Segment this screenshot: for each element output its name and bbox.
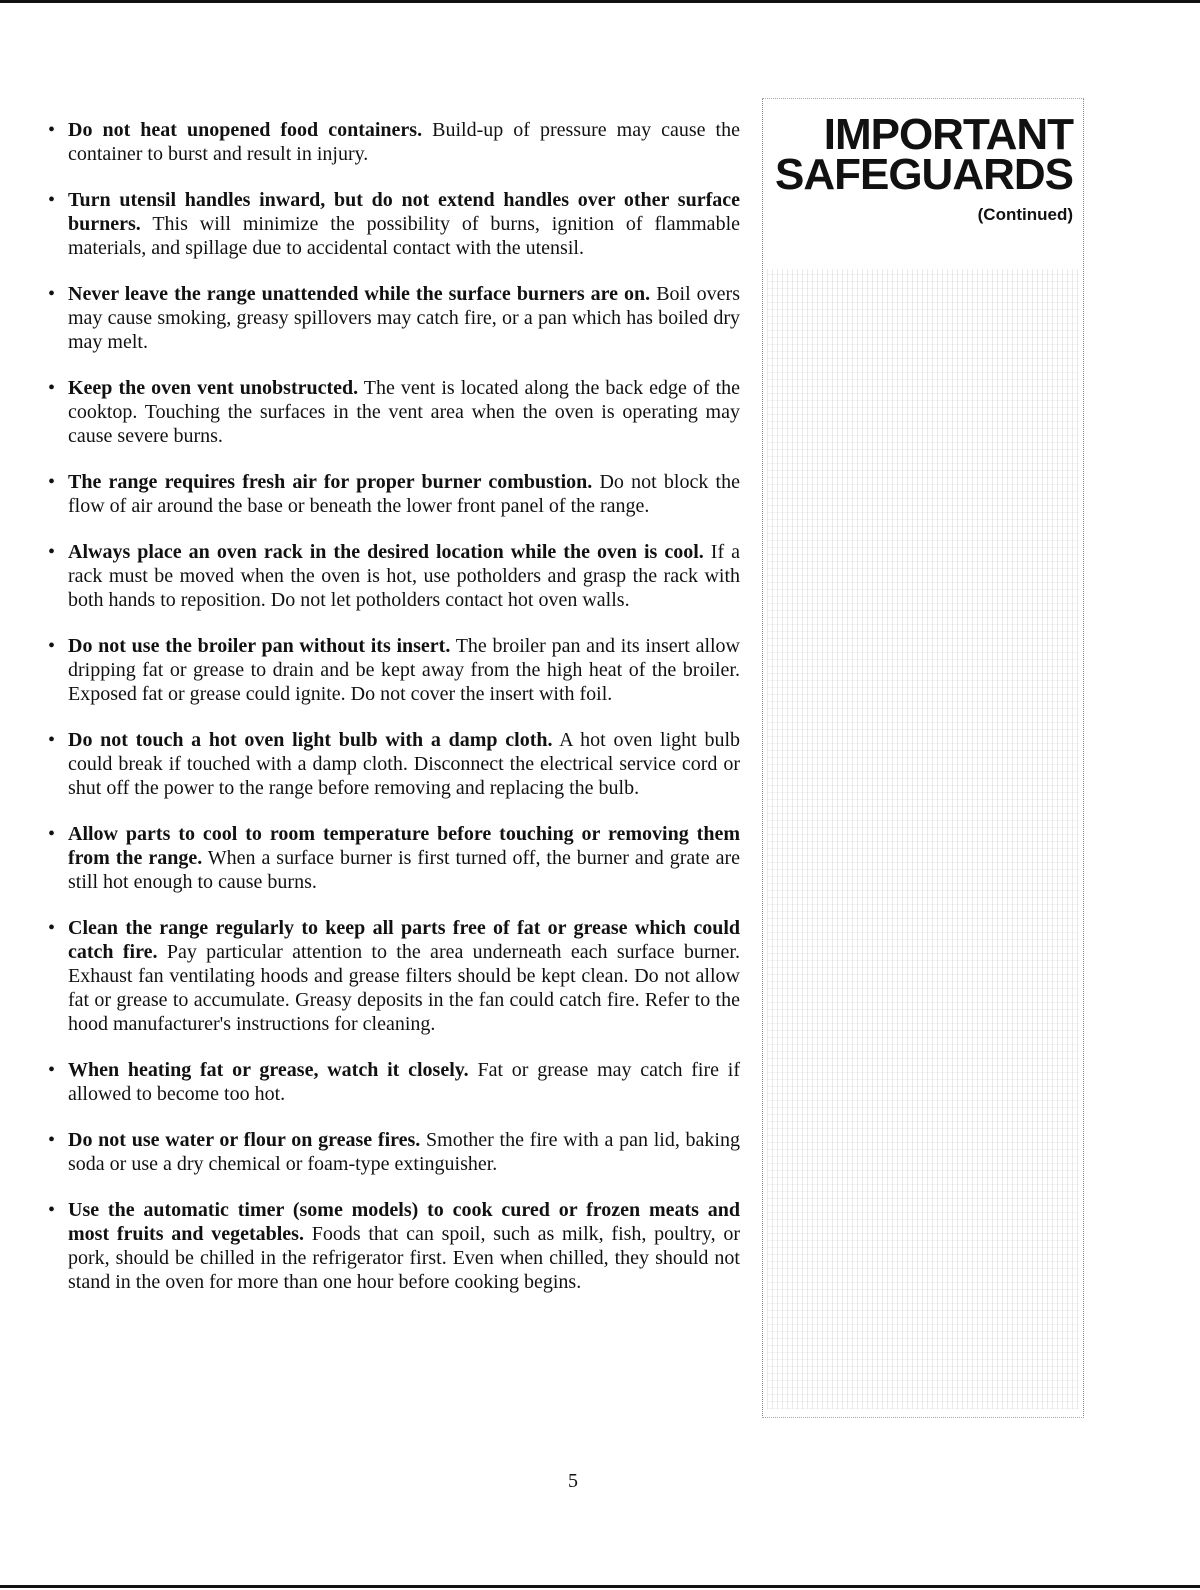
safeguard-heading: Do not touch a hot oven light bulb with a damp cloth. <box>68 729 553 751</box>
bullet-icon: • <box>48 917 56 939</box>
bullet-icon: • <box>48 471 56 493</box>
safeguard-item-heating-fat <box>44 1058 740 1106</box>
safeguard-heading: Always place an oven rack in the desired location while the oven is cool. <box>68 541 704 563</box>
safeguard-text: If a rack must be moved when the oven is hot, use potholders and grasp the rack with both hands to reposition. Do not let potholders contact hot oven walls. <box>68 541 741 611</box>
safeguard-item-utensil-handles <box>44 188 740 260</box>
safeguard-text: Smother the fire with a pan lid, baking soda or use a dry chemical or foam-type extinguisher. <box>68 1129 740 1175</box>
safeguard-heading: Turn utensil handles inward, but do not extend handles over other surface burners. <box>68 189 740 235</box>
safeguard-item-unattended-range <box>44 282 740 354</box>
safeguard-item-fresh-air <box>44 470 740 518</box>
safeguard-text: This will minimize the possibility of burns, ignition of flammable materials, and spillage due to accidental contact with the utensil. <box>68 213 740 259</box>
safeguard-text: When a surface burner is first turned off, the burner and grate are still hot enough to cause burns. <box>68 847 741 893</box>
sidebar-title-line-2: SAFEGUARDS <box>774 150 1073 199</box>
safeguard-item-grease-fires <box>44 1128 740 1176</box>
important-safeguards-sidebar <box>762 98 1084 1418</box>
safeguard-text: The broiler pan and its insert allow dripping fat or grease to drain and be kept away from the high heat of the broiler. Exposed fat or grease could ignite. Do not cover the insert with foil. <box>68 635 741 705</box>
bullet-icon: • <box>48 729 56 751</box>
safeguard-text: Fat or grease may catch fire if allowed to become too hot. <box>68 1059 741 1105</box>
top-border-rule <box>0 0 1200 3</box>
safeguard-item-oven-vent <box>44 376 740 448</box>
bullet-icon: • <box>48 283 56 305</box>
safeguard-heading: Never leave the range unattended while the surface burners are on. <box>68 283 651 305</box>
safeguard-heading: Keep the oven vent unobstructed. <box>68 377 359 399</box>
sidebar-title-line-1: IMPORTANT <box>823 110 1073 159</box>
safeguard-text: A hot oven light bulb could break if touched with a damp cloth. Disconnect the electrical service cord or shut off the power to the range before removing and replacing the bulb. <box>68 729 740 799</box>
safeguard-text: The vent is located along the back edge of the cooktop. Touching the surfaces in the vent area when the oven is operating may cause severe burns. <box>68 377 740 447</box>
safeguard-heading: Do not use the broiler pan without its insert. <box>68 635 451 657</box>
safeguard-item-automatic-timer <box>44 1198 740 1294</box>
safeguard-item-broiler-pan <box>44 634 740 706</box>
safeguard-item-cool-parts <box>44 822 740 894</box>
safeguard-heading: Use the automatic timer (some models) to cook cured or frozen meats and most fruits and vegetables. <box>68 1199 740 1245</box>
safeguard-heading: Allow parts to cool to room temperature before touching or removing them from the range. <box>68 823 740 869</box>
bullet-icon: • <box>48 189 56 211</box>
safeguard-heading: Clean the range regularly to keep all parts free of fat or grease which could catch fire. <box>68 917 740 963</box>
safeguard-text: Foods that can spoil, such as milk, fish, poultry, or pork, should be chilled in the refrigerator first. Even when chilled, they should not stand in the oven for more than one hour before cooking begins. <box>68 1223 741 1293</box>
safeguard-text: Boil overs may cause smoking, greasy spillovers may catch fire, or a pan which has boiled dry may melt. <box>68 283 740 353</box>
safeguard-item-unopened-containers <box>44 118 740 166</box>
bullet-icon: • <box>48 823 56 845</box>
bullet-icon: • <box>48 377 56 399</box>
safeguard-heading: The range requires fresh air for proper burner combustion. <box>68 471 593 493</box>
safeguards-list <box>44 118 740 1316</box>
page-number: 5 <box>568 1470 578 1492</box>
bullet-icon: • <box>48 635 56 657</box>
safeguard-text: Pay particular attention to the area underneath each surface burner. Exhaust fan ventilating hoods and grease filters should be kept clean. Do not allow fat or grease to accumulate. Greasy deposits in the fan could catch fire. Refer to the hood manufacturer's instructions for cleaning. <box>68 941 740 1035</box>
sidebar-title <box>774 110 1073 199</box>
safeguard-heading: When heating fat or grease, watch it closely. <box>68 1059 469 1081</box>
bullet-icon: • <box>48 1199 56 1221</box>
safeguard-heading: Do not use water or flour on grease fires. <box>68 1129 421 1151</box>
safeguard-item-oven-rack <box>44 540 740 612</box>
safeguard-text: Do not block the flow of air around the base or beneath the lower front panel of the range. <box>68 471 740 517</box>
safeguard-item-light-bulb <box>44 728 740 800</box>
bullet-icon: • <box>48 1059 56 1081</box>
sidebar-speckle-texture <box>767 269 1079 1409</box>
safeguard-text: Build-up of pressure may cause the container to burst and result in injury. <box>68 119 740 165</box>
bullet-icon: • <box>48 119 56 141</box>
bullet-icon: • <box>48 541 56 563</box>
safeguard-heading: Do not heat unopened food containers. <box>68 119 423 141</box>
bullet-icon: • <box>48 1129 56 1151</box>
bottom-border-rule <box>0 1585 1200 1588</box>
safeguard-item-clean-range <box>44 916 740 1036</box>
sidebar-subtitle: (Continued) <box>977 205 1073 224</box>
